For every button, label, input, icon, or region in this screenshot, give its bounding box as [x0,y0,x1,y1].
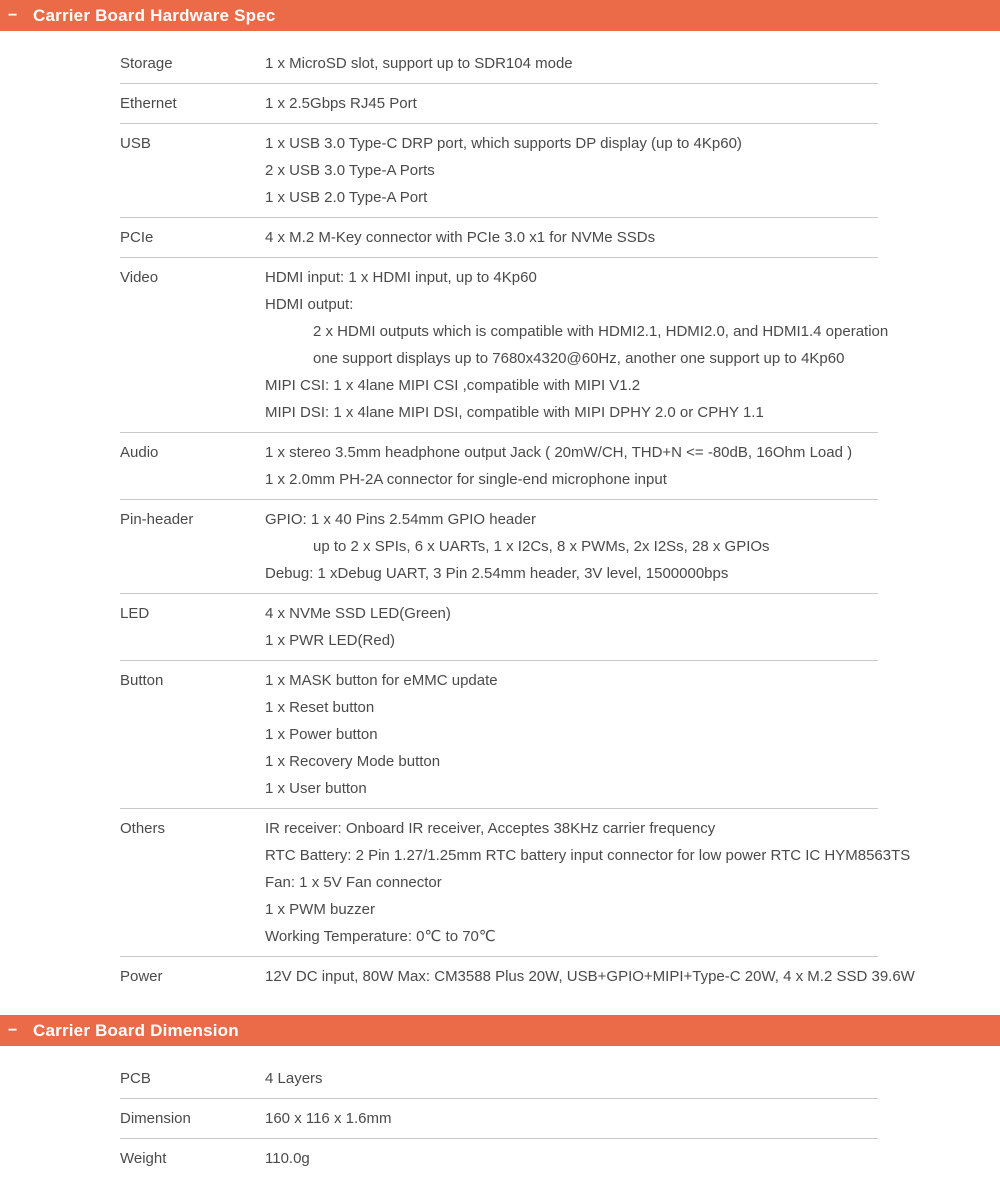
spec-value-line: 110.0g [265,1150,310,1167]
spec-row-label: LED [120,605,150,622]
spec-row-value [265,667,878,802]
spec-value-line: GPIO: 1 x 40 Pins 2.54mm GPIO header [265,511,536,528]
spec-row-label: USB [120,135,151,152]
spec-value-line: 1 x Reset button [265,699,375,716]
spec-row [120,1139,878,1178]
spec-row-label: Ethernet [120,95,177,112]
spec-row [120,594,878,661]
spec-row [120,124,878,218]
spec-value-line: HDMI input: 1 x HDMI input, up to 4Kp60 [265,269,537,286]
spec-value-line: 1 x stereo 3.5mm headphone output Jack ( 20mW/CH, THD+N <= -80dB, 16Ohm Load ) [265,444,853,461]
spec-value-line: up to 2 x SPIs, 6 x UARTs, 1 x I2Cs, 8 x PWMs, 2x I2Ss, 28 x GPIOs [313,538,770,555]
spec-value-line: Debug: 1 xDebug UART, 3 Pin 2.54mm header, 3V level, 1500000bps [265,565,729,582]
section-title: Carrier Board Hardware Spec [33,6,276,25]
spec-row-value [265,130,878,211]
spec-row [120,258,889,433]
spec-value-line: Fan: 1 x 5V Fan connector [265,874,442,891]
spec-row-value [265,264,889,426]
spec-row-label: Power [120,968,163,985]
spec-row-label: Video [120,269,159,286]
spec-value-line: 1 x User button [265,780,367,797]
spec-row-value [265,1105,878,1132]
spec-value-line: one support displays up to 7680x4320@60Hz, another one support up to 4Kp60 [313,350,845,367]
spec-value-line: 1 x 2.5Gbps RJ45 Port [265,95,417,112]
spec-value-line: 1 x PWM buzzer [265,901,376,918]
spec-row [120,661,878,809]
spec-value-line: IR receiver: Onboard IR receiver, Acceptes 38KHz carrier frequency [265,820,716,837]
spec-row-label: PCIe [120,229,154,246]
spec-value-line: 4 x NVMe SSD LED(Green) [265,605,451,622]
spec-row [120,1059,878,1099]
spec-value-line: HDMI output: [265,296,354,313]
spec-row [120,500,878,594]
spec-row [120,433,878,500]
spec-row [120,809,911,957]
spec-row-label: Others [120,820,166,837]
spec-row-value [265,224,878,251]
spec-row [120,44,878,84]
spec-row-value [265,963,915,990]
spec-row-value [265,90,878,117]
spec-value-line: Working Temperature: 0℃ to 70℃ [265,928,496,945]
spec-value-line: 1 x USB 3.0 Type-C DRP port, which supports DP display (up to 4Kp60) [265,135,742,152]
spec-row [120,1099,878,1139]
collapse-icon[interactable]: − [8,1021,18,1039]
spec-value-line: 4 x M.2 M-Key connector with PCIe 3.0 x1 for NVMe SSDs [265,229,656,246]
spec-value-line: RTC Battery: 2 Pin 1.27/1.25mm RTC battery input connector for low power RTC IC HYM8563TS [265,847,911,864]
spec-value-line: 2 x HDMI outputs which is compatible with HDMI2.1, HDMI2.0, and HDMI1.4 operation [313,323,889,340]
spec-row [120,84,878,124]
spec-row-value [265,506,878,587]
spec-value-line: 1 x MicroSD slot, support up to SDR104 mode [265,55,573,72]
spec-value-line: 1 x 2.0mm PH-2A connector for single-end microphone input [265,471,667,488]
spec-value-line: 1 x PWR LED(Red) [265,632,396,649]
spec-row-value [265,50,878,77]
spec-row-label: Weight [120,1150,167,1167]
spec-row-value [265,1065,878,1092]
spec-value-line: 1 x MASK button for eMMC update [265,672,498,689]
collapse-icon[interactable]: − [8,6,18,24]
spec-row-value [265,439,878,493]
section-header-hardware-spec[interactable] [0,0,1000,31]
bottom-spacer [0,1178,1000,1203]
section-dimension [0,1015,1000,1178]
spec-value-line: 4 Layers [265,1070,323,1087]
spec-value-line: 1 x Power button [265,726,378,743]
spec-row [120,957,915,996]
dimension-table [120,1059,878,1178]
spec-row-value [265,815,911,950]
section-title: Carrier Board Dimension [33,1021,239,1040]
spec-row-label: Dimension [120,1110,191,1127]
section-header-dimension[interactable] [0,1015,1000,1046]
spec-value-line: MIPI CSI: 1 x 4lane MIPI CSI ,compatible with MIPI V1.2 [265,377,641,394]
spec-row-label: Audio [120,444,159,461]
spec-row-value [265,1145,878,1172]
spec-value-line: 1 x Recovery Mode button [265,753,441,770]
hardware-spec-table [120,44,915,996]
spec-value-line: 2 x USB 3.0 Type-A Ports [265,162,435,179]
spec-row-label: Storage [120,55,173,72]
spec-row-label: PCB [120,1070,151,1087]
spec-row-label: Button [120,672,164,689]
spec-value-line: 160 x 116 x 1.6mm [265,1110,392,1127]
spec-value-line: 12V DC input, 80W Max: CM3588 Plus 20W, USB+GPIO+MIPI+Type-C 20W, 4 x M.2 SSD 39.6W [265,968,915,985]
spec-row-value [265,600,878,654]
spec-row-label: Pin-header [120,511,194,528]
spec-value-line: 1 x USB 2.0 Type-A Port [265,189,428,206]
spec-value-line: MIPI DSI: 1 x 4lane MIPI DSI, compatible with MIPI DPHY 2.0 or CPHY 1.1 [265,404,764,421]
spec-row [120,218,878,258]
